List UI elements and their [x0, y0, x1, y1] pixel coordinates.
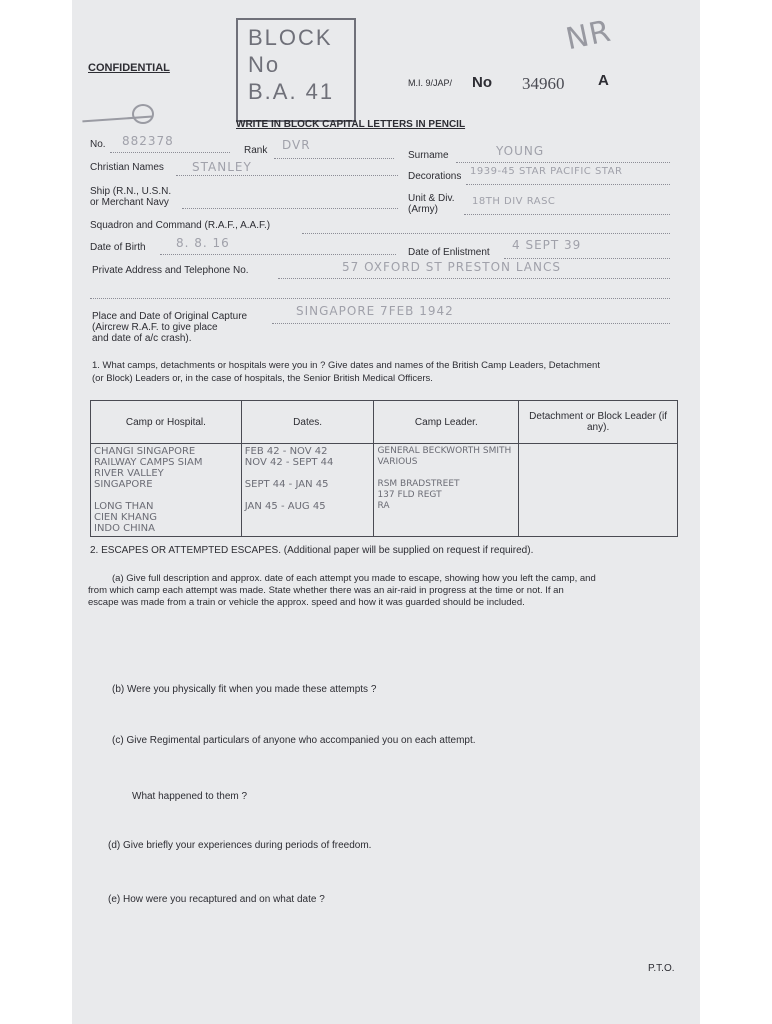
address-line — [278, 278, 670, 279]
section-2c: (c) Give Regimental particulars of anyone who accompanied you on each attempt. — [112, 735, 476, 746]
service-number: 882378 — [122, 134, 174, 148]
capture-line — [272, 323, 670, 324]
cell-camps — [91, 444, 242, 537]
christian-names-line — [176, 175, 398, 176]
address-line-2 — [90, 298, 670, 299]
confidential-label: CONFIDENTIAL — [88, 62, 170, 74]
pto-label: P.T.O. — [648, 963, 675, 974]
serial-suffix: A — [598, 72, 609, 89]
col-dates: Dates. — [241, 401, 374, 444]
stamp-line-3: B.A. 41 — [248, 79, 335, 104]
stamp-line-2: No — [248, 52, 281, 77]
col-camp-leader: Camp Leader. — [374, 401, 519, 444]
christian-names-label: Christian Names — [90, 162, 164, 173]
treasury-tag-loop — [132, 104, 154, 124]
address-label: Private Address and Telephone No. — [92, 265, 249, 276]
surname-value: YOUNG — [496, 144, 545, 158]
no-label: No. — [90, 139, 106, 150]
leader-value: GENERAL BECKWORTH SMITH VARIOUS RSM BRADSTREET 137 FLD REGT RA — [377, 446, 512, 511]
col-detachment-leader: Detachment or Block Leader (if any). — [519, 401, 678, 444]
camps-table — [90, 400, 678, 537]
ship-line — [182, 208, 398, 209]
decorations-value: 1939-45 STAR PACIFIC STAR — [470, 166, 623, 177]
section-2c-followup: What happened to them ? — [132, 791, 248, 802]
cell-block-leader — [519, 444, 678, 537]
rank-line — [274, 158, 394, 159]
cell-dates — [241, 444, 374, 537]
camps-table-header — [91, 401, 678, 444]
decorations-label: Decorations — [408, 171, 462, 182]
section-2b: (b) Were you physically fit when you made these attempts ? — [112, 684, 377, 695]
dob-line — [160, 254, 396, 255]
dob-label: Date of Birth — [90, 242, 146, 253]
section-2e: (e) How were you recaptured and on what date ? — [108, 894, 325, 905]
dates-value: FEB 42 - NOV 42 NOV 42 - SEPT 44 SEPT 44 - JAN 45 JAN 45 - AUG 45 — [244, 446, 334, 512]
enlistment-line — [504, 258, 670, 259]
serial-number: 34960 — [522, 74, 565, 93]
unit-label-2: (Army) — [408, 204, 438, 215]
rank-value: DVR — [282, 138, 311, 152]
unit-line — [464, 214, 670, 215]
squadron-label: Squadron and Command (R.A.F., A.A.F.) — [90, 220, 271, 231]
block-stamp — [236, 18, 356, 122]
rank-label: Rank — [244, 145, 268, 156]
section-1-question-line-1: 1. What camps, detachments or hospitals were you in ? Give dates and names of the British Camp Leaders, Detachment — [92, 360, 600, 371]
enlistment-label: Date of Enlistment — [408, 247, 490, 258]
ship-label-1: Ship (R.N., U.S.N. — [90, 186, 172, 197]
dob-value: 8. 8. 16 — [176, 236, 230, 250]
stamp-line-1: BLOCK — [248, 25, 333, 50]
section-2a-line-2: from which camp each attempt was made. State whether there was an air-raid in progress at the time or not. If an — [88, 585, 564, 596]
unit-value: 18TH DIV RASC — [472, 196, 556, 207]
form-reference: M.I. 9/JAP/ — [408, 78, 453, 88]
squadron-line — [302, 233, 670, 234]
form-page — [72, 0, 700, 1024]
table-row — [91, 444, 678, 537]
camps-value: CHANGI SINGAPORE RAILWAY CAMPS SIAM RIVER VALLEY SINGAPORE LONG THAN CIEN KHANG INDO CHINA — [94, 446, 203, 534]
surname-label: Surname — [408, 150, 449, 161]
section-1-question-line-2: (or Block) Leaders or, in the case of hospitals, the Senior British Medical Officers. — [92, 373, 433, 384]
pencil-instruction: WRITE IN BLOCK CAPITAL LETTERS IN PENCIL — [236, 119, 466, 130]
address-value: 57 OXFORD ST PRESTON LANCS — [342, 260, 561, 274]
surname-line — [456, 162, 670, 163]
serial-number-label: No — [472, 74, 492, 91]
unit-label-1: Unit & Div. — [408, 193, 455, 204]
section-2d: (d) Give briefly your experiences during periods of freedom. — [108, 840, 372, 851]
christian-names-value: STANLEY — [192, 160, 252, 174]
capture-value: SINGAPORE 7FEB 1942 — [296, 304, 454, 318]
col-camp-or-hospital: Camp or Hospital. — [91, 401, 242, 444]
cell-leader — [374, 444, 519, 537]
decorations-line — [466, 184, 670, 185]
section-2a-line-1: (a) Give full description and approx. date of each attempt you made to escape, showing how you left the camp, and — [112, 573, 596, 584]
section-2a-line-3: escape was made from a train or vehicle the approx. speed and how it was guarded should be included. — [88, 597, 525, 608]
ship-label-2: or Merchant Navy — [90, 197, 169, 208]
section-2-title: 2. ESCAPES OR ATTEMPTED ESCAPES. (Additional paper will be supplied on request if required). — [90, 545, 534, 556]
capture-label-2: (Aircrew R.A.F. to give place — [92, 322, 218, 333]
capture-label-1: Place and Date of Original Capture — [92, 311, 248, 322]
capture-label-3: and date of a/c crash). — [92, 333, 192, 344]
enlistment-value: 4 SEPT 39 — [512, 238, 582, 252]
no-line — [110, 152, 230, 153]
corner-initials: NR — [562, 13, 615, 58]
